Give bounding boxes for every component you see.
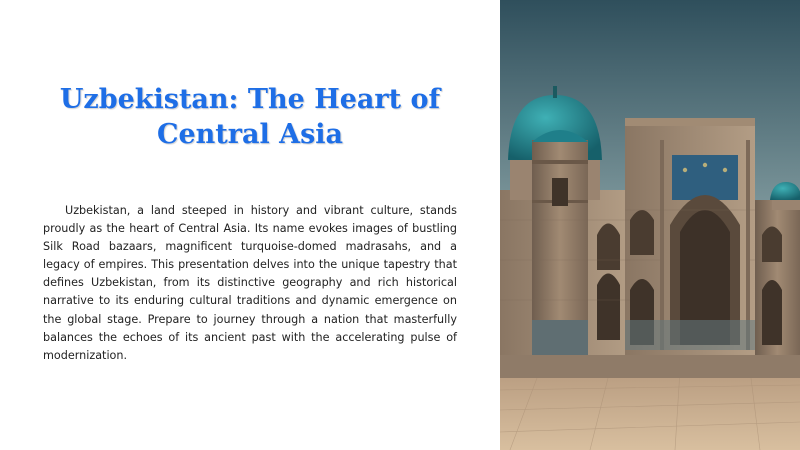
madrasah-photo-icon [500,0,800,450]
slide-title: Uzbekistan: The Heart of Central Asia [59,84,441,150]
madrasah-photo [500,0,800,450]
slide-body-text: Uzbekistan, a land steeped in history and vibrant culture, stands proudly as the heart of Central Asia. Its name evokes images of bustling Silk Road bazaars, magnificent turquoise-domed madrasahs, and a legacy of empires. This presentation delves into the unique tapestry that defines Uzbekistan, from its distinctive geography and rich historical narrative to its enduring cultural traditions and dynamic emergence on the global stage. Prepare to journey through a nation that masterfully balances the echoes of its ancient past with the accelerating pulse of modernization. [43,204,457,362]
